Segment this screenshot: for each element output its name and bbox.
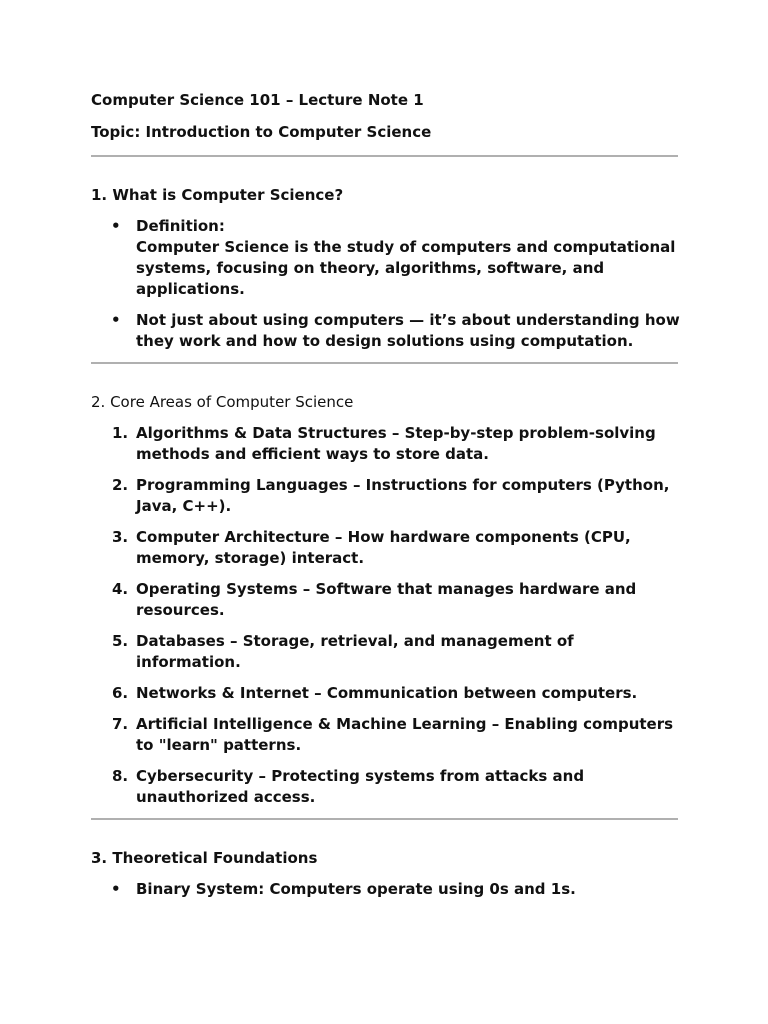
section-1-heading: 1. What is Computer Science? (91, 186, 344, 204)
list-item-text: Networks & Internet – Communication between computers. (136, 684, 638, 702)
section-2-heading: 2. Core Areas of Computer Science (91, 393, 354, 411)
list-item-text: Programming Languages – Instructions for computers (Python, Java, C++). (136, 476, 670, 515)
list-item (91, 216, 681, 300)
list-item (91, 475, 681, 517)
list-item-text: Artificial Intelligence & Machine Learning – Enabling computers to "learn" patterns. (136, 715, 674, 754)
item-number: 8. (112, 767, 129, 785)
bullet-marker: • (111, 217, 121, 235)
list-item-text: Algorithms & Data Structures – Step-by-step problem-solving methods and efficient ways to store data. (136, 424, 656, 463)
list-item (91, 631, 681, 673)
list-item (91, 766, 681, 808)
list-item-text: Not just about using computers — it’s about understanding how they work and how to design solutions using computation. (136, 311, 680, 350)
bullet-marker: • (111, 880, 121, 898)
list-item-text: Operating Systems – Software that manages hardware and resources. (136, 580, 637, 619)
item-number: 2. (112, 476, 129, 494)
section-2-list (91, 423, 681, 808)
definition-label: Definition: (136, 217, 225, 235)
lecture-note-page (91, 90, 681, 910)
list-item-text: Computer Architecture – How hardware components (CPU, memory, storage) interact. (136, 528, 631, 567)
section-divider (91, 362, 678, 364)
item-number: 4. (112, 580, 129, 598)
item-number: 6. (112, 684, 129, 702)
list-item-text: Binary System: Computers operate using 0s and 1s. (136, 880, 576, 898)
document-topic: Topic: Introduction to Computer Science (91, 123, 432, 141)
item-number: 3. (112, 528, 129, 546)
list-item (91, 310, 681, 352)
section-divider (91, 155, 678, 157)
list-item (91, 527, 681, 569)
list-item-text: Cybersecurity – Protecting systems from attacks and unauthorized access. (136, 767, 585, 806)
list-item (91, 423, 681, 465)
bullet-marker: • (111, 311, 121, 329)
section-divider (91, 818, 678, 820)
section-3-heading: 3. Theoretical Foundations (91, 849, 318, 867)
item-number: 7. (112, 715, 129, 733)
section-3-list (91, 879, 681, 900)
item-number: 5. (112, 632, 129, 650)
item-number: 1. (112, 424, 129, 442)
section-1-list (91, 216, 681, 352)
list-item (91, 879, 681, 900)
list-item (91, 714, 681, 756)
list-item-text: Databases – Storage, retrieval, and management of information. (136, 632, 574, 671)
definition-text: Computer Science is the study of computers and computational systems, focusing on theory, algorithms, software, and applications. (136, 238, 676, 298)
document-title: Computer Science 101 – Lecture Note 1 (91, 91, 424, 109)
list-item (91, 579, 681, 621)
list-item (91, 683, 681, 704)
